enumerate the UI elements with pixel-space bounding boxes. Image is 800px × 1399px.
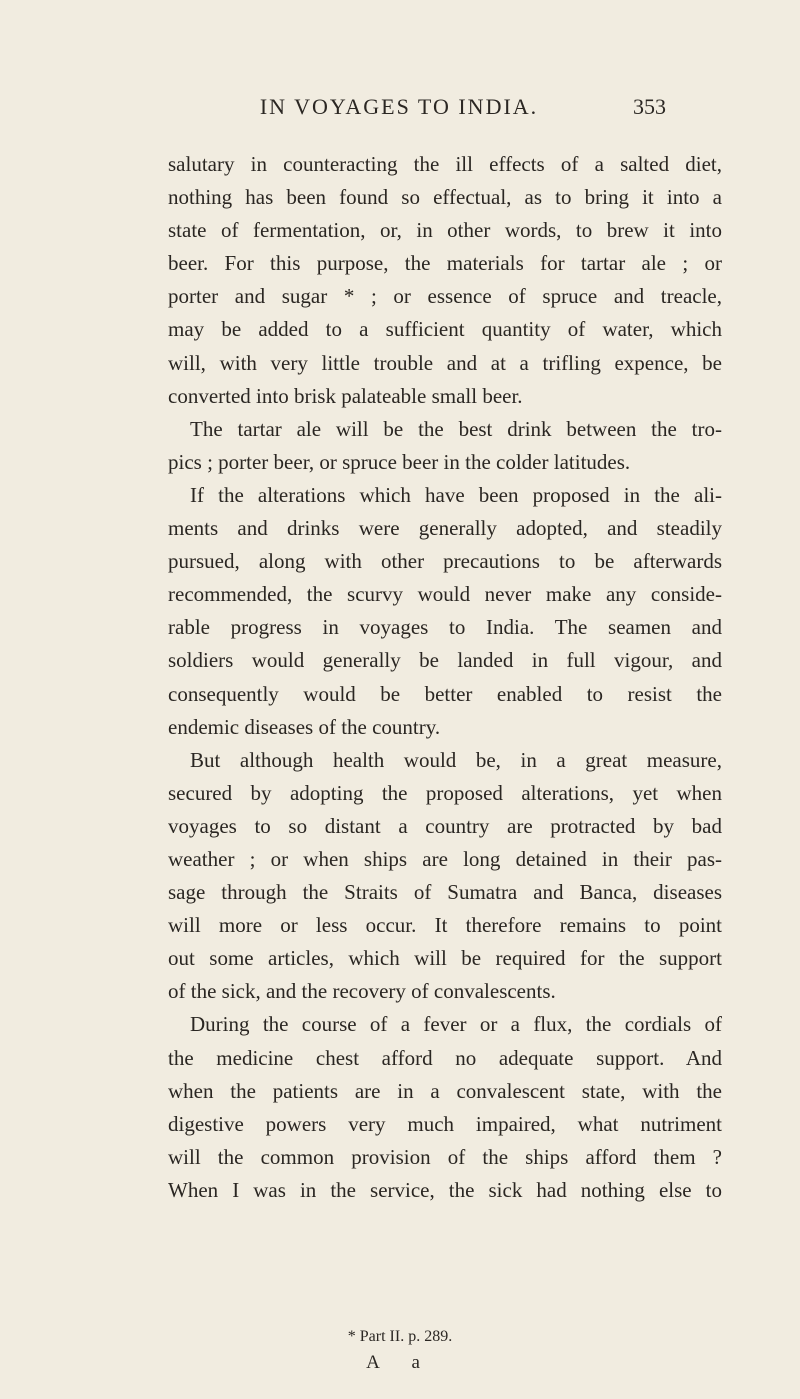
text-line: weather ; or when ships are long detained in their pas- [168, 846, 722, 871]
text-line: consequently would be better enabled to resist the [168, 681, 722, 706]
text-line: converted into brisk palateable small beer. [168, 383, 523, 408]
text-line: will more or less occur. It therefore remains to point [168, 913, 722, 938]
text-line: beer. For this purpose, the materials for tartar ale ; or [168, 251, 722, 276]
text-line: nothing has been found so effectual, as to bring it into a [168, 185, 722, 210]
running-head: IN VOYAGES TO INDIA. [259, 94, 539, 119]
text-line: pursued, along with other precautions to be afterwards [168, 549, 722, 574]
text-line: the medicine chest afford no adequate support. And [168, 1045, 722, 1070]
text-line: endemic diseases of the country. [168, 714, 441, 739]
text-line: rable progress in voyages to India. The seamen and [168, 615, 722, 640]
text-line: ments and drinks were generally adopted, and steadily [168, 516, 722, 541]
text-line: sage through the Straits of Sumatra and Banca, diseases [168, 880, 722, 905]
text-line: soldiers would generally be landed in full vigour, and [168, 648, 722, 673]
text-line: of the sick, and the recovery of convalescents. [168, 979, 556, 1004]
text-line: porter and sugar * ; or essence of spruce and treacle, [168, 284, 722, 309]
text-line: But although health would be, in a great measure, [190, 747, 722, 772]
text-line: state of fermentation, or, in other words, to brew it into [168, 218, 722, 243]
text-line: salutary in counteracting the ill effects of a salted diet, [168, 152, 722, 176]
text-line: voyages to so distant a country are protracted by bad [168, 813, 722, 838]
text-line: If the alterations which have been proposed in the ali- [190, 482, 722, 507]
text-line: when the patients are in a convalescent state, with the [168, 1078, 722, 1103]
text-line: out some articles, which will be required for the support [168, 946, 722, 971]
text-line: The tartar ale will be the best drink between the tro- [190, 416, 722, 441]
text-line: may be added to a sufficient quantity of water, which [168, 317, 722, 342]
text-line: During the course of a fever or a flux, the cordials of [190, 1012, 722, 1037]
text-line: will the common provision of the ships afford them ? [168, 1144, 722, 1169]
footnote: * Part II. p. 289. [347, 1328, 453, 1345]
body-text [168, 148, 722, 1207]
text-line: pics ; porter beer, or spruce beer in the colder latitudes. [168, 449, 631, 474]
text-line: secured by adopting the proposed alterations, yet when [168, 780, 722, 805]
page-number: 353 [633, 94, 666, 119]
signature-mark: A a [366, 1352, 434, 1373]
text-line: recommended, the scurvy would never make any conside- [168, 582, 722, 607]
text-line: digestive powers very much impaired, what nutriment [168, 1111, 722, 1136]
text-line: When I was in the service, the sick had nothing else to [168, 1177, 722, 1202]
text-line: will, with very little trouble and at a trifling expence, be [168, 350, 722, 375]
